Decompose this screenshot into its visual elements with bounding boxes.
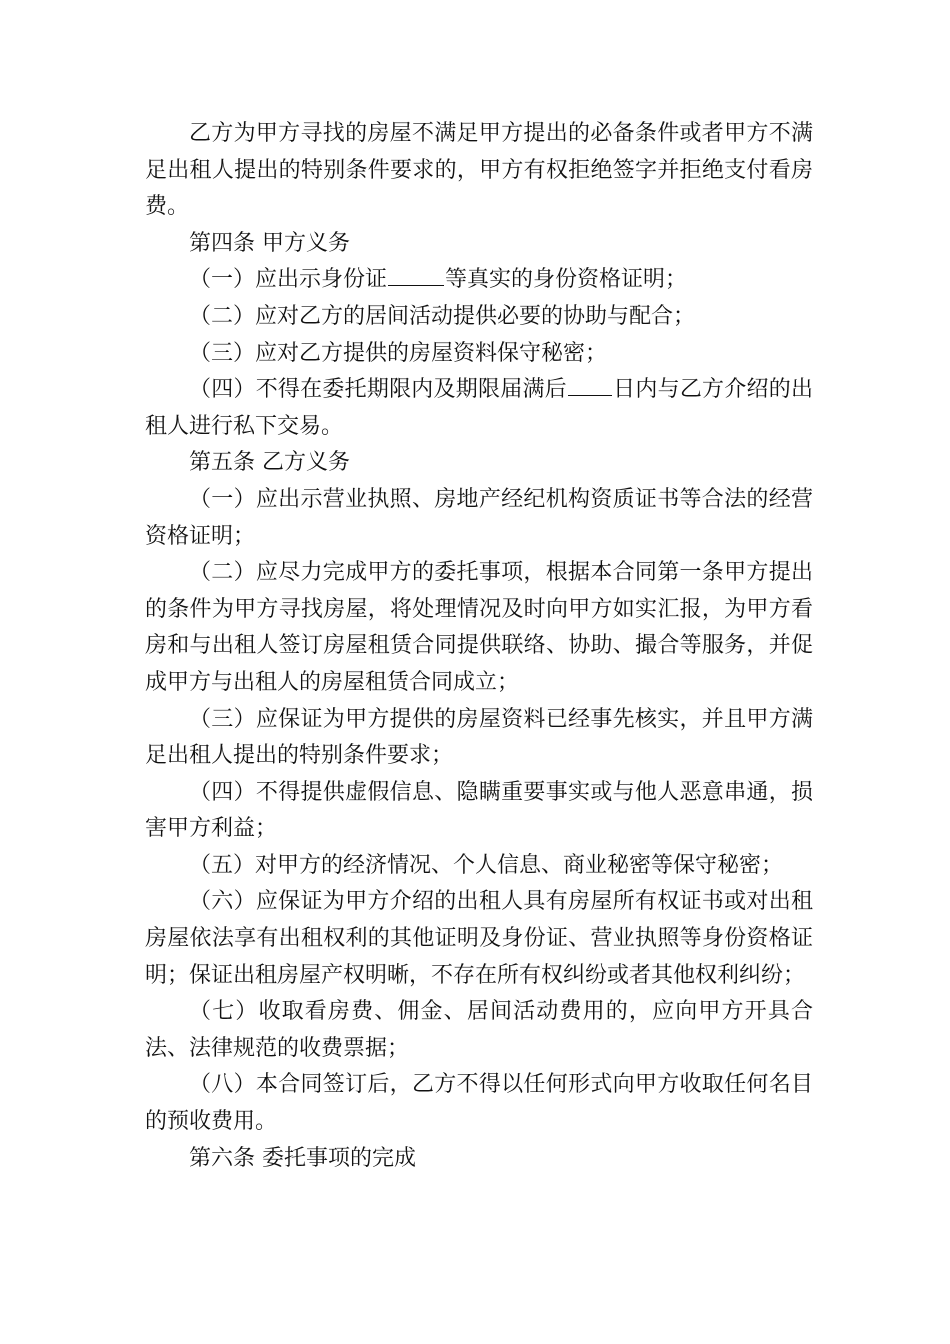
paragraph-a5-item-3: （三）应保证为甲方提供的房屋资料已经事先核实，并且甲方满足出租人提出的特别条件要求； <box>145 706 813 769</box>
paragraph-a5-item-8: （八）本合同签订后，乙方不得以任何形式向甲方收取任何名目的预收费用。 <box>145 1072 813 1135</box>
document-body <box>145 116 813 1177</box>
blank-underline-field <box>568 373 612 396</box>
a4-item-1-after: 等真实的身份资格证明； <box>445 267 688 293</box>
a4-item-1-before: （一）应出示身份证 <box>189 267 388 293</box>
paragraph-a5-item-6: （六）应保证为甲方介绍的出租人具有房屋所有权证书或对出租房屋依法享有出租权利的其他证明及身份证、营业执照等身份资格证明；保证出租房屋产权明晰，不存在所有权纠纷或者其他权利纠纷； <box>145 889 813 988</box>
a4-item-4-before: （四）不得在委托期限内及期限届满后 <box>189 377 567 403</box>
paragraph-a5-item-4: （四）不得提供虚假信息、隐瞒重要事实或与他人恶意串通，损害甲方利益； <box>145 779 813 842</box>
paragraph-tenant-refusal: 乙方为甲方寻找的房屋不满足甲方提出的必备条件或者甲方不满足出租人提出的特别条件要求的，甲方有权拒绝签字并拒绝支付看房费。 <box>145 121 813 220</box>
a4-item-4-after: 日内与乙方介绍的出租人进行私下交易。 <box>145 377 813 439</box>
paragraph-a5-item-1: （一）应出示营业执照、房地产经纪机构资质证书等合法的经营资格证明； <box>145 486 813 549</box>
paragraph-a4-item-2: （二）应对乙方的居间活动提供必要的协助与配合； <box>189 303 696 329</box>
section-heading-article-6: 第六条 委托事项的完成 <box>189 1145 416 1171</box>
paragraph-a4-item-4 <box>145 372 813 445</box>
paragraph-a4-item-1 <box>145 262 813 299</box>
paragraph-a5-item-7: （七）收取看房费、佣金、居间活动费用的，应向甲方开具合法、法律规范的收费票据； <box>145 999 813 1061</box>
section-heading-article-4: 第四条 甲方义务 <box>189 230 350 256</box>
paragraph-a5-item-2: （二）应尽力完成甲方的委托事项，根据本合同第一条甲方提出的条件为甲方寻找房屋，将处理情况及时向甲方如实汇报，为甲方看房和与出租人签订房屋租赁合同提供联络、协助、撮合等服务，并促成甲方与出租人的房屋租赁合同成立； <box>145 560 813 695</box>
blank-underline-field <box>388 263 444 286</box>
paragraph-a4-item-3: （三）应对乙方提供的房屋资料保守秘密； <box>189 340 608 366</box>
section-heading-article-5: 第五条 乙方义务 <box>189 450 350 476</box>
paragraph-a5-item-5: （五）对甲方的经济情况、个人信息、商业秘密等保守秘密； <box>189 852 784 878</box>
